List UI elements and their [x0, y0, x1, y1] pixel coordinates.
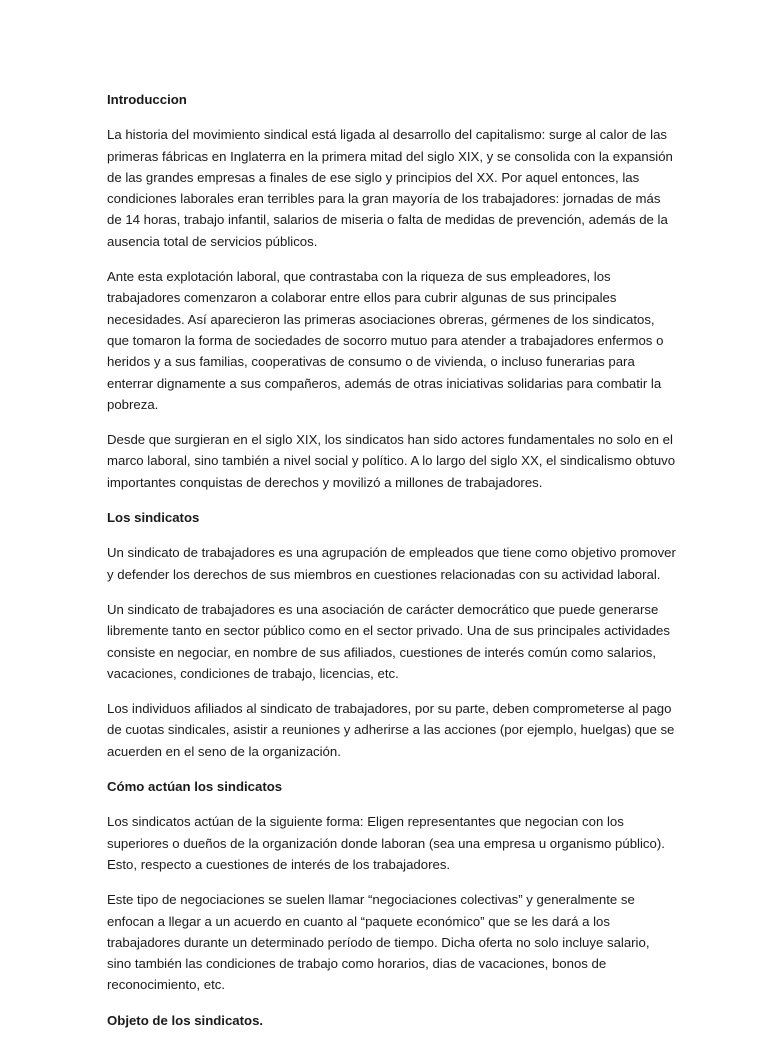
paragraph: Un sindicato de trabajadores es una agrupación de empleados que tiene como objetivo promover y defender los derechos de sus miembros en cuestiones relacionadas con su actividad laboral.	[107, 545, 676, 582]
section-heading-objeto: Objeto de los sindicatos.	[107, 1012, 264, 1028]
paragraph: Los individuos afiliados al sindicato de trabajadores, por su parte, deben comprometerse al pago de cuotas sindicales, asistir a reuniones y adherirse a las acciones (por ejemplo, huelgas) que se acuerden en el seno de la organización.	[107, 701, 675, 759]
section-heading-como-actuan: Cómo actúan los sindicatos	[107, 779, 283, 795]
document-page	[107, 89, 677, 1045]
paragraph: Un sindicato de trabajadores es una asociación de carácter democrático que puede generarse libremente tanto en sector público como en el sector privado. Una de sus principales actividades consiste en negociar, en nombre de sus afiliados, cuestiones de interés común como salarios, vacaciones, condiciones de trabajo, licencias, etc.	[107, 601, 670, 681]
paragraph: Este tipo de negociaciones se suelen llamar “negociaciones colectivas” y generalmente se enfocan a llegar a un acuerdo en cuanto al “paquete económico” que se les dará a los trabajadores durante un determinado período de tiempo. Dicha oferta no solo incluye salario, sino también las condiciones de trabajo como horarios, dias de vacaciones, bonos de reconocimiento, etc.	[107, 892, 650, 993]
paragraph: Ante esta explotación laboral, que contrastaba con la riqueza de sus empleadores, los trabajadores comenzaron a colaborar entre ellos para cubrir algunas de sus principales necesidades. Así aparecieron las primeras asociaciones obreras, gérmenes de los sindicatos, que tomaron la forma de sociedades de socorro mutuo para atender a trabajadores enfermos o heridos y a sus familias, cooperativas de consumo o de vivienda, o incluso funerarias para enterrar dignamente a sus compañeros, además de otras iniciativas solidarias para combatir la pobreza.	[107, 269, 664, 412]
paragraph: Los sindicatos actúan de la siguiente forma: Eligen representantes que negocian con los superiores o dueños de la organización donde laboran (sea una empresa u organismo público). Esto, respecto a cuestiones de interés de los trabajadores.	[107, 814, 665, 872]
paragraph: La historia del movimiento sindical está ligada al desarrollo del capitalismo: surge al calor de las primeras fábricas en Inglaterra en la primera mitad del siglo XIX, y se consolida con la expansión de las grandes empresas a finales de ese siglo y principios del XX. Por aquel entonces, las condiciones laborales eran terribles para la gran mayoría de los trabajadores: jornadas de más de 14 horas, trabajo infantil, salarios de miseria o falta de medidas de prevención, además de la ausencia total de servicios públicos.	[107, 127, 673, 249]
section-heading-los-sindicatos: Los sindicatos	[107, 510, 200, 526]
paragraph: Desde que surgieran en el siglo XIX, los sindicatos han sido actores fundamentales no solo en el marco laboral, sino también a nivel social y político. A lo largo del siglo XX, el sindicalismo obtuvo importantes conquistas de derechos y movilizó a millones de trabajadores.	[107, 432, 676, 490]
section-heading-introduccion: Introduccion	[107, 92, 187, 107]
